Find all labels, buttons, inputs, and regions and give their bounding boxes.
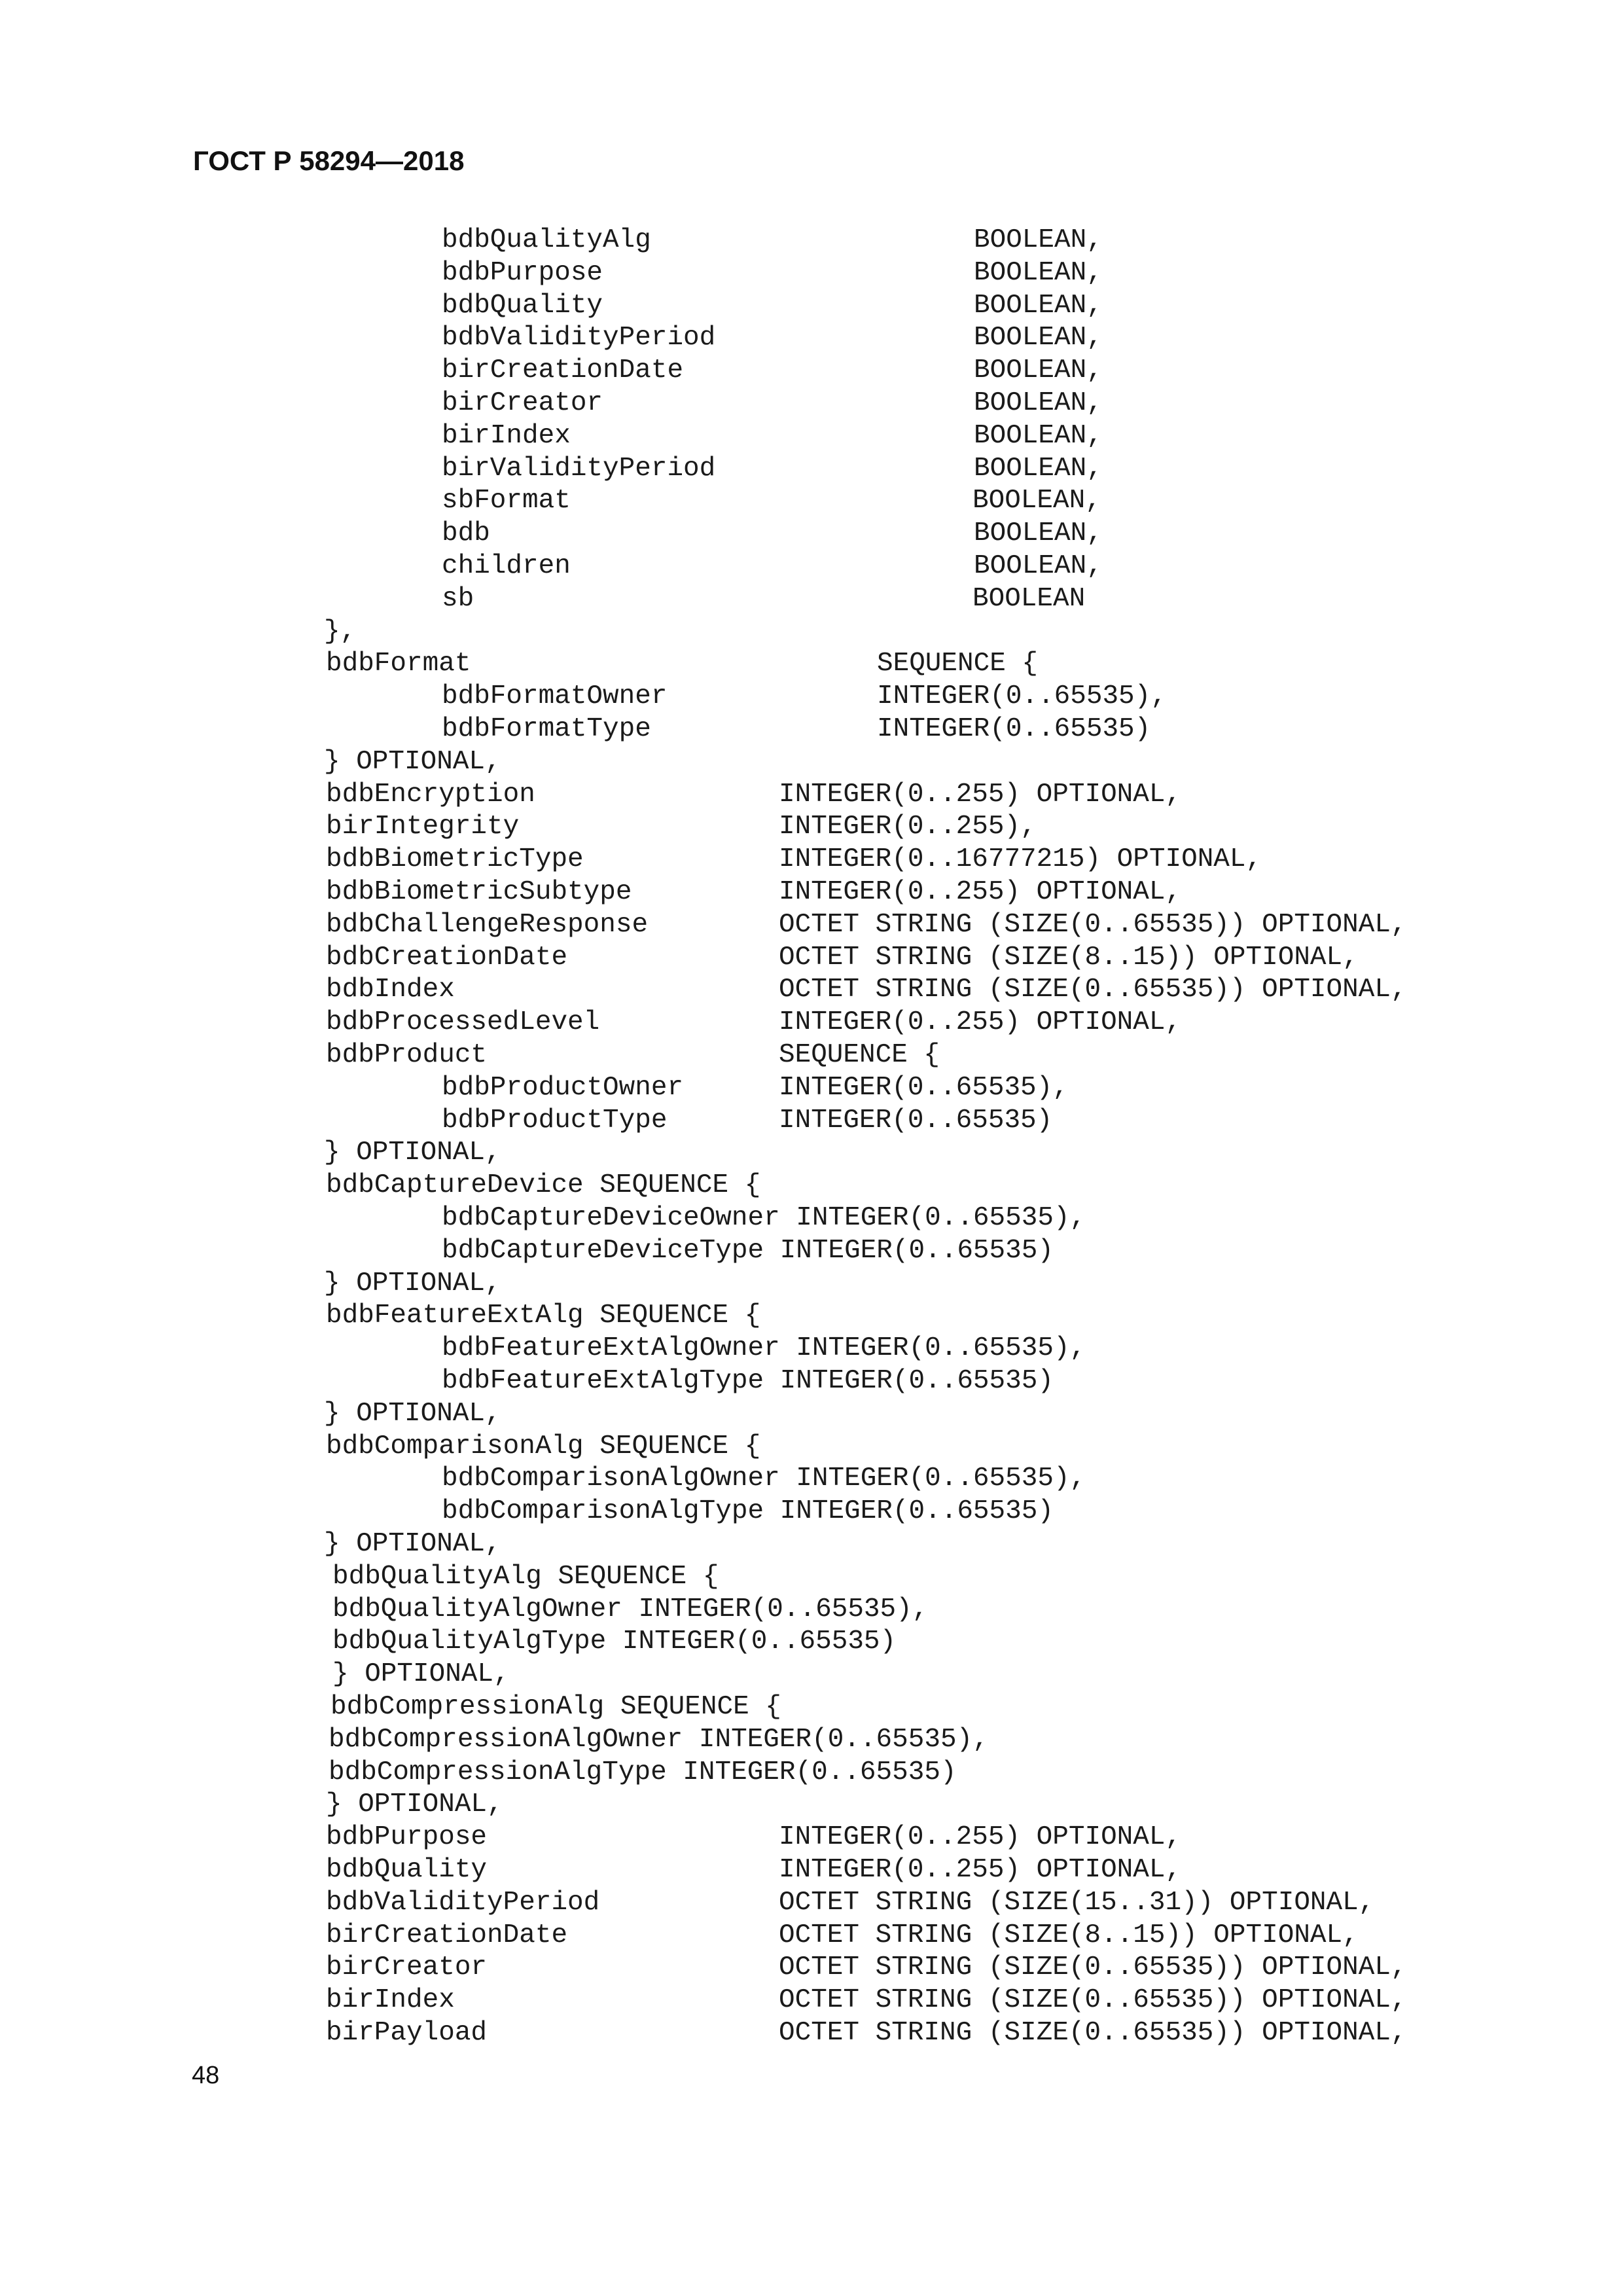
code-line-left: bdbFormatOwner [442,681,668,712]
code-line-left: } OPTIONAL, [324,1138,501,1168]
code-line-right: BOOLEAN, [974,420,1103,451]
code-line-right: BOOLEAN, [974,551,1103,581]
code-line-left: bdbCompressionAlgOwner INTEGER(0..65535), [329,1724,989,1755]
code-line-left: bdbProcessedLevel [326,1007,600,1038]
code-line-left: bdbValidityPeriod [442,323,716,353]
code-line-left: } OPTIONAL, [326,1789,503,1820]
code-line-left: } OPTIONAL, [324,1529,501,1559]
code-line-left: bdbQuality [326,1855,488,1885]
code-line-left: bdbEncryption [326,779,535,810]
code-line-left: bdbQualityAlg SEQUENCE { [332,1561,719,1592]
code-line-right: SEQUENCE { [877,649,1039,679]
code-line-right: BOOLEAN, [974,225,1103,255]
code-line-right: OCTET STRING (SIZE(0..65535)) OPTIONAL, [779,1952,1407,1983]
code-line-left: bdbQualityAlgType INTEGER(0..65535) [332,1626,897,1657]
code-line-right: BOOLEAN, [974,257,1103,288]
code-line-left: bdbQualityAlg [442,225,651,255]
code-line-right: INTEGER(0..255) OPTIONAL, [779,779,1182,810]
code-line-left: bdbQualityAlgOwner INTEGER(0..65535), [332,1594,929,1624]
code-line-right: BOOLEAN, [974,355,1103,386]
code-line-left: bdbComparisonAlg SEQUENCE { [326,1431,761,1462]
code-line-left: bdbProductType [442,1105,668,1136]
code-line-right: INTEGER(0..65535), [877,681,1167,712]
code-line-right: BOOLEAN, [974,290,1103,321]
code-line-left: } OPTIONAL, [324,1268,501,1299]
code-line-left: }, [324,616,357,647]
code-line-left: bdbFeatureExtAlgType INTEGER(0..65535) [442,1366,1054,1396]
code-line-left: bdbFeatureExtAlg SEQUENCE { [326,1300,761,1331]
code-line-right: INTEGER(0..65535), [779,1072,1069,1103]
code-line-left: bdbProductOwner [442,1072,684,1103]
code-line-right: OCTET STRING (SIZE(8..15)) OPTIONAL, [779,942,1359,973]
code-line-left: birCreator [326,1952,488,1983]
page-number: 48 [192,2062,220,2089]
code-line-left: bdbCaptureDeviceOwner INTEGER(0..65535), [442,1203,1086,1233]
code-line-right: INTEGER(0..65535) [779,1105,1053,1136]
code-line-left: birIndex [326,1985,455,2016]
code-line-left: bdbBiometricSubtype [326,877,632,907]
code-line-left: } OPTIONAL, [332,1659,510,1690]
code-line-left: bdbFeatureExtAlgOwner INTEGER(0..65535), [442,1333,1086,1364]
code-line-left: children [442,551,571,581]
code-line-left: bdbFormat [326,649,471,679]
code-line-right: INTEGER(0..65535) [877,714,1151,744]
code-line-left: bdbValidityPeriod [326,1887,600,1918]
code-line-right: INTEGER(0..16777215) OPTIONAL, [779,844,1262,875]
document-header: ГОСТ Р 58294—2018 [193,145,465,176]
code-line-left: bdbProduct [326,1040,488,1070]
code-line-left: bdbIndex [326,975,455,1005]
code-line-right: OCTET STRING (SIZE(15..31)) OPTIONAL, [779,1887,1375,1918]
code-line-left: } OPTIONAL, [324,1398,501,1429]
code-line-left: } OPTIONAL, [324,746,501,777]
code-line-left: bdb [442,518,490,549]
code-line-left: birIndex [442,420,571,451]
code-line-left: sb [442,583,474,614]
code-line-right: BOOLEAN, [974,323,1103,353]
code-line-right: OCTET STRING (SIZE(0..65535)) OPTIONAL, [779,1985,1407,2016]
code-line-right: INTEGER(0..255) OPTIONAL, [779,877,1182,907]
code-line-right: INTEGER(0..255) OPTIONAL, [779,1822,1182,1853]
code-line-right: INTEGER(0..255) OPTIONAL, [779,1855,1182,1885]
code-line-left: bdbCaptureDeviceType INTEGER(0..65535) [442,1235,1054,1266]
code-line-right: BOOLEAN, [972,486,1101,516]
code-line-left: bdbCaptureDevice SEQUENCE { [326,1170,761,1201]
code-line-left: birCreationDate [442,355,684,386]
code-line-left: birPayload [326,2018,488,2048]
code-line-right: BOOLEAN, [974,453,1103,484]
code-line-left: bdbComparisonAlgOwner INTEGER(0..65535), [442,1463,1086,1494]
code-line-right: OCTET STRING (SIZE(0..65535)) OPTIONAL, [779,975,1407,1005]
code-line-left: bdbChallengeResponse [326,909,649,940]
code-line-left: bdbCompressionAlgType INTEGER(0..65535) [329,1757,957,1787]
code-line-left: bdbPurpose [326,1822,488,1853]
code-line-left: bdbCompressionAlg SEQUENCE { [330,1692,781,1722]
code-line-right: OCTET STRING (SIZE(0..65535)) OPTIONAL, [779,2018,1407,2048]
code-line-left: birIntegrity [326,812,520,842]
code-line-right: INTEGER(0..255), [779,812,1037,842]
code-line-left: birValidityPeriod [442,453,716,484]
code-line-right: INTEGER(0..255) OPTIONAL, [779,1007,1182,1038]
code-line-right: BOOLEAN [972,583,1086,614]
code-line-left: bdbComparisonAlgType INTEGER(0..65535) [442,1496,1054,1527]
code-line-left: bdbCreationDate [326,942,568,973]
code-line-left: bdbFormatType [442,714,651,744]
code-line-left: birCreator [442,388,603,418]
code-line-left: bdbPurpose [442,257,603,288]
code-line-left: bdbBiometricType [326,844,584,875]
code-line-left: bdbQuality [442,290,603,321]
code-line-right: SEQUENCE { [779,1040,940,1070]
code-line-left: birCreationDate [326,1920,568,1950]
code-line-right: BOOLEAN, [974,518,1103,549]
code-line-left: sbFormat [442,486,571,516]
code-line-right: BOOLEAN, [974,388,1103,418]
code-line-right: OCTET STRING (SIZE(8..15)) OPTIONAL, [779,1920,1359,1950]
code-line-right: OCTET STRING (SIZE(0..65535)) OPTIONAL, [779,909,1407,940]
